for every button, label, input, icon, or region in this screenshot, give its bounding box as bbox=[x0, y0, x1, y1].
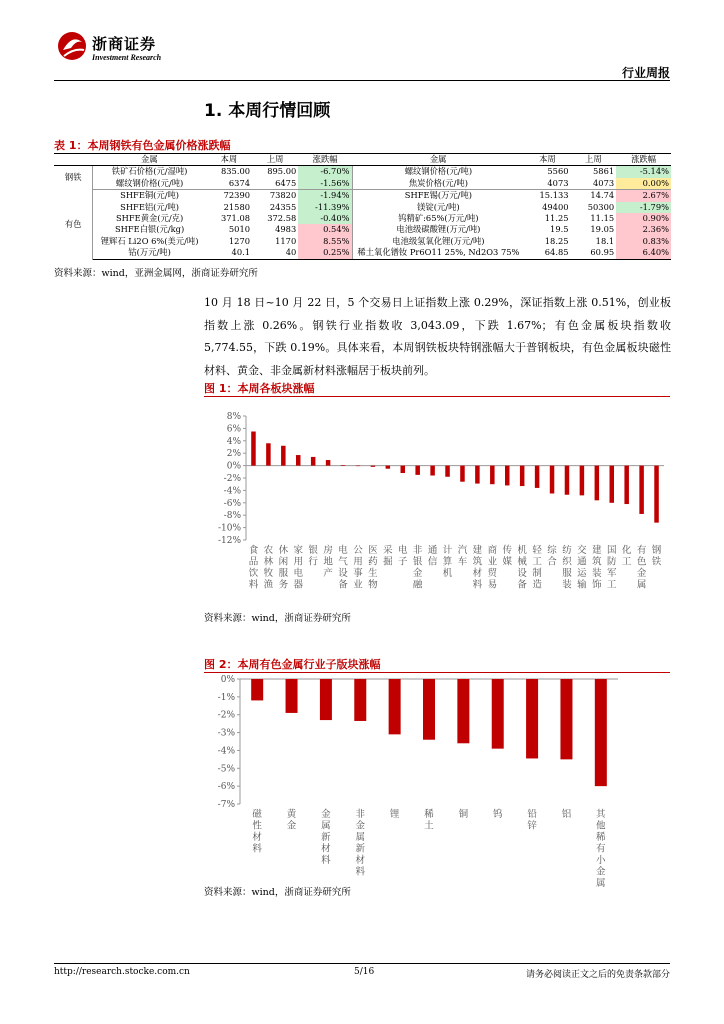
metal-name: 螺纹钢价格(元/吨) bbox=[93, 178, 206, 190]
section-title: 1. 本周行情回顾 bbox=[204, 101, 331, 121]
chart-bar bbox=[311, 457, 316, 466]
change-value: -1.56% bbox=[298, 178, 352, 190]
figure2-source: 资料来源：wind，浙商证券研究所 bbox=[204, 887, 351, 898]
change-value: -5.14% bbox=[616, 166, 671, 178]
figure2-title: 图 2：本周有色金属行业子版块涨幅 bbox=[204, 658, 381, 671]
x-category-label: 钢铁 bbox=[651, 545, 662, 568]
current-value: 49400 bbox=[542, 201, 569, 212]
x-category-label: 稀土 bbox=[424, 809, 434, 832]
metal-name: SHFE铝(元/吨) bbox=[120, 201, 180, 212]
x-category-label: 铜 bbox=[458, 809, 469, 820]
x-category-label: 国防军工 bbox=[606, 545, 617, 591]
figure1-title: 图 1：本周各板块涨幅 bbox=[204, 382, 315, 395]
x-category-label: 综合 bbox=[547, 545, 557, 568]
metal-name: 焦炭价格(元/吨) bbox=[352, 178, 524, 190]
current-value: 371.08 bbox=[221, 213, 251, 224]
x-category-label: 铝 bbox=[561, 809, 572, 820]
y-tick-label: -10% bbox=[217, 523, 241, 534]
figure1-source: 资料来源：wind，浙商证券研究所 bbox=[204, 613, 351, 624]
metal-name: SHFE黄金(元/克) bbox=[116, 213, 184, 224]
table-row bbox=[54, 236, 671, 247]
metal-name: 镁锭(元/吨) bbox=[352, 202, 524, 213]
y-tick-label: -1% bbox=[217, 692, 235, 703]
chart-bar bbox=[386, 466, 391, 469]
chart-bar bbox=[595, 466, 600, 501]
x-category-label: 铅锌 bbox=[527, 809, 537, 832]
x-category-label: 休闲服务 bbox=[278, 545, 289, 591]
x-category-label: 其他稀有小金属 bbox=[596, 809, 606, 889]
metal-name: SHFE铜(元/吨) bbox=[120, 190, 180, 201]
current-value: 19.5 bbox=[550, 224, 569, 235]
change-value: 0.83% bbox=[616, 236, 671, 247]
y-tick-label: 4% bbox=[226, 436, 241, 447]
metal-name: 锂辉石 Li2O 6%(美元/吨) bbox=[100, 235, 199, 246]
x-category-label: 纺织服装 bbox=[562, 545, 572, 591]
header-cell: 涨跌幅 bbox=[298, 154, 352, 166]
y-tick-label: -7% bbox=[217, 800, 235, 810]
chart-bar bbox=[445, 466, 450, 477]
x-category-label: 商业贸易 bbox=[487, 545, 498, 591]
x-category-label: 磁性材料 bbox=[252, 809, 262, 855]
x-category-label: 非银金融 bbox=[412, 545, 423, 591]
figure1-divider bbox=[204, 396, 670, 397]
report-type: 行业周报 bbox=[621, 66, 670, 80]
y-tick-label: 2% bbox=[226, 449, 241, 460]
current-value: 6374 bbox=[206, 178, 252, 190]
change-value: -0.40% bbox=[298, 213, 352, 224]
x-category-label: 有色金属 bbox=[636, 545, 647, 591]
chart-bar bbox=[490, 466, 495, 485]
chart-bar bbox=[389, 679, 401, 734]
x-category-label: 电子 bbox=[397, 545, 408, 568]
previous-value: 5861 bbox=[593, 166, 615, 177]
previous-value: 4983 bbox=[275, 224, 297, 235]
chart-bar bbox=[326, 460, 331, 466]
x-category-label: 电气设备 bbox=[338, 545, 348, 591]
chart-bar bbox=[526, 679, 538, 758]
chart-bar bbox=[654, 466, 659, 523]
x-category-label: 家用电器 bbox=[293, 545, 304, 591]
x-category-label: 钨 bbox=[492, 809, 503, 820]
x-category-label: 黄金 bbox=[286, 809, 297, 832]
x-category-label: 建筑装饰 bbox=[592, 545, 602, 591]
current-value: 40.1 bbox=[206, 247, 252, 259]
change-value: 0.90% bbox=[616, 213, 671, 224]
header-cell: 本周 bbox=[206, 154, 252, 166]
y-tick-label: 0% bbox=[226, 461, 241, 472]
current-value: 835.00 bbox=[221, 166, 251, 177]
chart-bar bbox=[320, 679, 332, 720]
current-value: 5560 bbox=[547, 166, 569, 177]
table-row bbox=[54, 247, 671, 259]
y-tick-label: -3% bbox=[217, 728, 235, 739]
current-value: 4073 bbox=[524, 178, 570, 190]
x-category-label: 非金属新材料 bbox=[355, 809, 366, 878]
x-category-label: 采掘 bbox=[383, 545, 393, 568]
metal-name: 钴(万元/吨) bbox=[93, 247, 206, 259]
change-value: -11.39% bbox=[298, 202, 352, 213]
price-table bbox=[54, 153, 671, 260]
x-category-label: 计算机 bbox=[442, 545, 453, 579]
table-row bbox=[54, 202, 671, 213]
row-category: 有色 bbox=[54, 190, 93, 259]
y-tick-label: 8% bbox=[226, 412, 241, 422]
row-category: 钢铁 bbox=[54, 166, 93, 190]
chart-bar bbox=[505, 466, 510, 486]
previous-value: 11.15 bbox=[590, 213, 615, 224]
current-value: 21580 bbox=[223, 201, 251, 212]
y-tick-label: -2% bbox=[217, 710, 235, 721]
change-value: -1.79% bbox=[616, 202, 671, 213]
footer-disclaimer: 请务必阅读正文之后的免责条款部分 bbox=[525, 970, 670, 980]
page-number: 5/16 bbox=[354, 967, 375, 977]
x-category-label: 汽车 bbox=[457, 545, 468, 568]
change-value: 0.00% bbox=[616, 178, 671, 190]
header-cell: 金属 bbox=[93, 154, 206, 166]
chart-bar bbox=[281, 446, 286, 466]
current-value: 15.133 bbox=[539, 190, 569, 201]
chart-bar bbox=[475, 466, 480, 484]
chart-bar bbox=[415, 466, 420, 475]
figure2-chart bbox=[204, 674, 670, 889]
previous-value: 1170 bbox=[275, 235, 297, 246]
x-category-label: 银行 bbox=[308, 545, 318, 568]
x-category-label: 房地产 bbox=[323, 545, 333, 579]
change-value: 2.36% bbox=[616, 224, 671, 235]
previous-value: 895.00 bbox=[267, 166, 297, 177]
table-row bbox=[54, 190, 671, 202]
table-row bbox=[54, 178, 671, 190]
chart-bar bbox=[401, 466, 406, 473]
change-value: -6.70% bbox=[298, 166, 352, 178]
chart-bar bbox=[356, 466, 361, 467]
chart-bar bbox=[535, 466, 540, 488]
header-divider bbox=[54, 80, 670, 81]
metal-name: SHFE白银(元/kg) bbox=[114, 224, 185, 235]
change-value: 0.54% bbox=[298, 224, 352, 235]
x-category-label: 锂 bbox=[389, 809, 400, 820]
change-value: 2.67% bbox=[616, 190, 671, 202]
previous-value: 60.95 bbox=[571, 247, 617, 259]
metal-name: 电池级氢氧化锂(万元/吨) bbox=[352, 236, 524, 247]
chart-bar bbox=[354, 679, 366, 721]
logo-text: 浙商证券 bbox=[92, 35, 157, 53]
x-category-label: 机械设备 bbox=[517, 545, 527, 591]
header-cell: 上周 bbox=[252, 154, 298, 166]
x-category-label: 食品饮料 bbox=[248, 545, 259, 591]
y-tick-label: -4% bbox=[223, 486, 241, 497]
change-value: 8.55% bbox=[298, 236, 352, 247]
previous-value: 73820 bbox=[269, 190, 297, 201]
x-category-label: 化工 bbox=[621, 545, 632, 568]
current-value: 1270 bbox=[228, 235, 251, 246]
chart-bar bbox=[286, 679, 298, 713]
change-value: -1.94% bbox=[298, 190, 352, 202]
previous-value: 4073 bbox=[571, 178, 617, 190]
previous-value: 40 bbox=[252, 247, 298, 259]
previous-value: 6475 bbox=[252, 178, 298, 190]
chart-bar bbox=[430, 466, 435, 476]
y-tick-label: -6% bbox=[217, 782, 235, 793]
y-tick-label: 0% bbox=[220, 675, 235, 685]
y-tick-label: -6% bbox=[223, 498, 241, 509]
table-row bbox=[54, 224, 671, 235]
current-value: 5010 bbox=[228, 224, 251, 235]
y-tick-label: -8% bbox=[223, 511, 241, 522]
chart-bar bbox=[580, 466, 585, 496]
table-header-row bbox=[54, 154, 671, 166]
current-value: 72390 bbox=[223, 190, 251, 201]
header-category bbox=[54, 154, 93, 166]
chart-bar bbox=[492, 679, 504, 749]
chart-bar bbox=[371, 466, 376, 467]
previous-value: 372.58 bbox=[267, 213, 297, 224]
chart-bar bbox=[251, 432, 256, 466]
previous-value: 18.1 bbox=[595, 235, 615, 246]
x-category-label: 农林牧渔 bbox=[263, 545, 274, 591]
x-category-label: 医药生物 bbox=[368, 545, 378, 591]
change-value: 0.25% bbox=[298, 247, 352, 259]
current-value: 64.85 bbox=[524, 247, 570, 259]
y-tick-label: 6% bbox=[226, 424, 241, 435]
chart-bar bbox=[624, 466, 629, 504]
chart-bar bbox=[341, 465, 346, 466]
y-tick-label: -4% bbox=[217, 746, 235, 757]
chart-bar bbox=[560, 679, 572, 759]
table-source: 资料来源：wind，亚洲金属网，浙商证券研究所 bbox=[54, 268, 258, 279]
previous-value: 50300 bbox=[587, 201, 615, 212]
change-value: 6.40% bbox=[616, 247, 671, 259]
metal-name: SHFE锡(万元/吨) bbox=[352, 190, 524, 202]
table-row bbox=[54, 166, 671, 178]
chart-bar bbox=[595, 679, 607, 786]
previous-value: 14.74 bbox=[590, 190, 615, 201]
figure2-divider bbox=[204, 672, 670, 673]
table-title: 表 1：本周钢铁有色金属价格涨跌幅 bbox=[54, 139, 231, 152]
x-category-label: 传媒 bbox=[502, 545, 513, 568]
header-cell: 金属 bbox=[352, 154, 524, 166]
x-category-label: 建筑材料 bbox=[472, 545, 483, 591]
chart-bar bbox=[550, 466, 555, 494]
previous-value: 24355 bbox=[269, 201, 297, 212]
metal-name: 铁矿石价格(元/湿吨) bbox=[111, 166, 188, 177]
x-category-label: 金属新材料 bbox=[321, 809, 331, 866]
x-category-label: 轻工制造 bbox=[532, 545, 542, 591]
footer-divider bbox=[54, 963, 670, 964]
previous-value: 19.05 bbox=[590, 224, 615, 235]
logo-subtext: Investment Research bbox=[92, 53, 162, 62]
x-category-label: 通信 bbox=[427, 545, 438, 568]
chart-bar bbox=[296, 455, 301, 466]
current-value: 11.25 bbox=[544, 213, 569, 224]
y-tick-label: -5% bbox=[217, 764, 235, 775]
y-tick-label: -12% bbox=[217, 536, 241, 546]
summary-paragraph: 10 月 18 日~10 月 22 日，5 个交易日上证指数上涨 0.29%，深证指数上涨 0.51%，创业板指数上涨 0.26%。钢铁行业指数收 3,043.09，下跌 1.67%；有色金属板块指数收 5,774.55，下跌 0.19%。具体来看，本周钢铁板块特钢涨幅大于普钢板块，有色金属板块磁性材料、黄金、非金属新材料涨幅居于板块前列。 bbox=[204, 296, 671, 377]
figure1-chart bbox=[204, 400, 670, 600]
header-cell: 涨跌幅 bbox=[616, 154, 671, 166]
current-value: 18.25 bbox=[544, 235, 569, 246]
x-category-label: 公用事业 bbox=[353, 545, 363, 591]
chart-bar bbox=[251, 679, 263, 700]
footer-url[interactable]: http://research.stocke.com.cn bbox=[54, 967, 190, 977]
metal-name: 稀土氧化镨钕 Pr6O11 25%, Nd2O3 75% bbox=[352, 247, 524, 259]
table-row bbox=[54, 213, 671, 224]
chart-bar bbox=[460, 466, 465, 482]
metal-name: 螺纹钢价格(元/吨) bbox=[352, 166, 524, 178]
header-cell: 上周 bbox=[571, 154, 617, 166]
chart-bar bbox=[423, 679, 435, 740]
y-tick-label: -2% bbox=[223, 474, 241, 484]
chart-bar bbox=[610, 466, 615, 503]
header-cell: 本周 bbox=[524, 154, 570, 166]
chart-bar bbox=[457, 679, 469, 743]
chart-bar bbox=[565, 466, 570, 495]
chart-bar bbox=[520, 466, 525, 486]
chart-bar bbox=[266, 443, 271, 465]
chart-bar bbox=[639, 466, 644, 514]
x-category-label: 交通运输 bbox=[577, 545, 587, 591]
metal-name: 钨精矿:65%(万元/吨) bbox=[352, 213, 524, 224]
metal-name: 电池级碳酸锂(万元/吨) bbox=[352, 224, 524, 235]
